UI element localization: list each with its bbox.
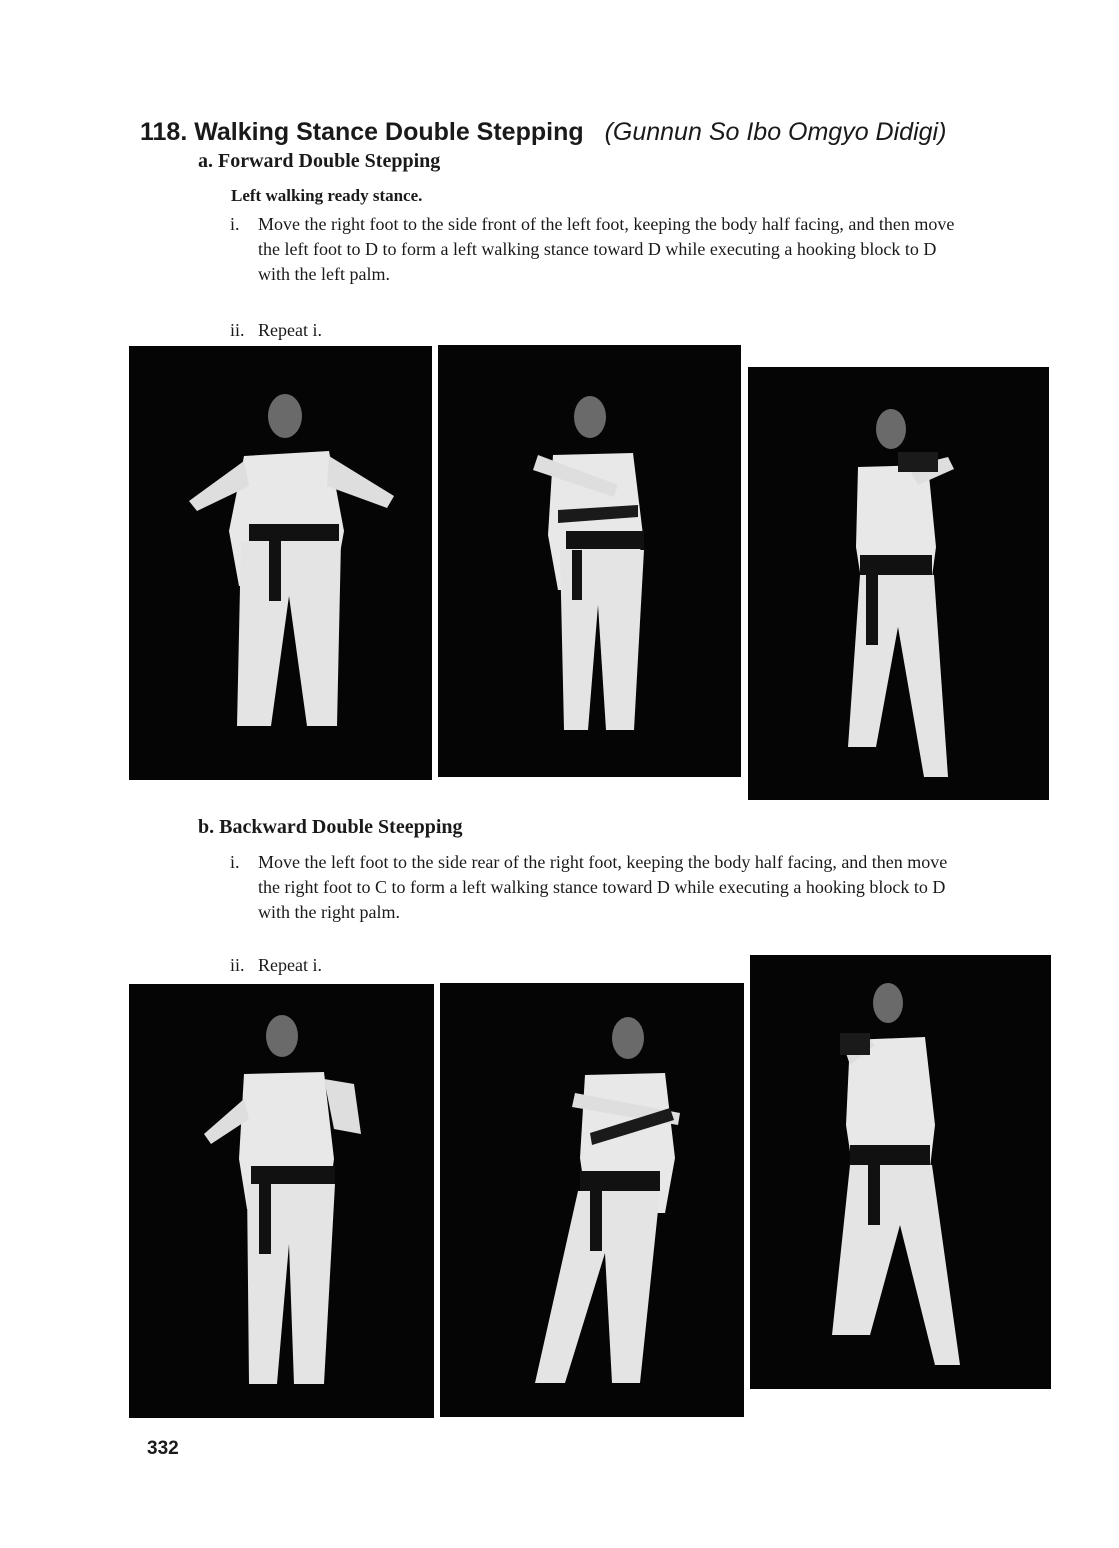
section-heading (140, 118, 946, 147)
part-a-step-2 (230, 318, 958, 343)
photo-backward-2 (440, 983, 744, 1417)
martial-artist-figure (129, 346, 432, 780)
step-marker: i. (230, 852, 240, 872)
step-marker: ii. (230, 320, 245, 340)
photo-backward-3 (750, 955, 1051, 1389)
martial-artist-figure (748, 367, 1049, 800)
part-b-step-1 (230, 850, 958, 950)
martial-artist-figure (440, 983, 744, 1417)
photo-forward-2 (438, 345, 741, 777)
martial-artist-figure (129, 984, 434, 1418)
martial-artist-figure (750, 955, 1051, 1389)
step-marker: i. (230, 214, 240, 234)
photo-backward-1 (129, 984, 434, 1418)
part-a-heading: a. Forward Double Stepping (198, 150, 441, 172)
step-text: Move the left foot to the side rear of the right foot, keeping the body half facing, and then move the right foot to C to form a left walking stance toward D while executing a hooking block to D with the right palm. (258, 852, 948, 922)
part-a-step-1 (230, 212, 958, 312)
step-marker: ii. (230, 955, 245, 975)
photo-forward-1 (129, 346, 432, 780)
step-text: Repeat i. (258, 955, 322, 975)
step-text: Repeat i. (258, 320, 322, 340)
section-title: Walking Stance Double Stepping (194, 118, 584, 146)
section-korean-title: (Gunnun So Ibo Omgyo Didigi) (604, 118, 947, 146)
step-text: Move the right foot to the side front of the left foot, keeping the body half facing, and then move the left foot to D to form a left walking stance toward D while executing a hooking block to D with the left palm. (258, 214, 955, 284)
page-number: 332 (147, 1438, 179, 1459)
part-a-ready-stance: Left walking ready stance. (231, 186, 423, 205)
martial-artist-figure (438, 345, 741, 777)
part-b-heading: b. Backward Double Steepping (198, 816, 463, 838)
section-number: 118. (140, 118, 188, 146)
photo-forward-3 (748, 367, 1049, 800)
